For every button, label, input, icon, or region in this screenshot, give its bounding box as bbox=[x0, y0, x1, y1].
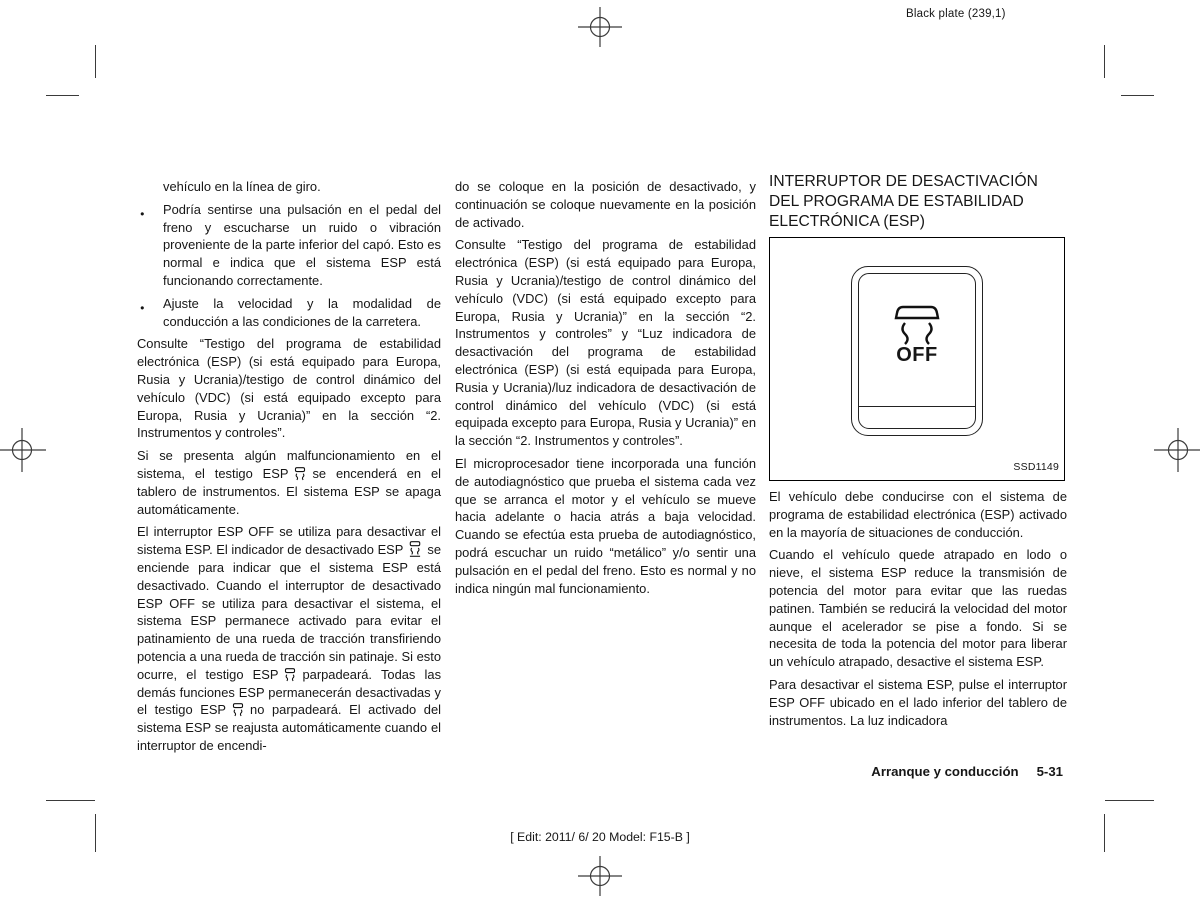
crop-mark-bottom-right-horizontal bbox=[1105, 800, 1154, 801]
paragraph: El vehículo debe conducirse con el sistema de programa de estabilidad electrónica (ESP) activado en la mayoría de situaciones de conducción. bbox=[769, 489, 1067, 540]
paragraph bbox=[137, 447, 441, 518]
bullet-item: ● Podría sentirse una pulsación en el pedal del freno y escucharse un ruido o vibración proveniente de la parte inferior del capó. Esto es normal e indica que el sistema ESP está funcionando correctamente. bbox=[137, 201, 441, 290]
esp-skid-car-icon bbox=[891, 304, 943, 346]
page-number: 5-31 bbox=[1036, 764, 1063, 779]
esp-off-indicator-icon bbox=[407, 541, 423, 557]
paragraph-text: no parpadeará. El activado del sistema ESP se reajusta automáticamente cuando el interruptor de encendi- bbox=[137, 702, 441, 753]
paragraph bbox=[137, 523, 441, 754]
paragraph: do se coloque en la posición de desactivado, y continuación se coloque nuevamente en la posición de activado. bbox=[455, 179, 756, 230]
esp-warning-icon bbox=[282, 668, 298, 682]
crop-mark-top-right-vertical bbox=[1104, 45, 1105, 78]
esp-off-switch-figure bbox=[769, 237, 1065, 481]
section-heading: INTERRUPTOR DE DESACTIVACIÓN DEL PROGRAMA DE ESTABILIDAD ELECTRÓNICA (ESP) bbox=[769, 173, 1038, 230]
registration-mark-right-middle bbox=[1154, 428, 1200, 477]
paragraph-text: El interruptor ESP OFF se utiliza para desactivar el sistema ESP. El indicador de desactivado ESP bbox=[137, 524, 441, 558]
registration-mark-top-center bbox=[578, 7, 622, 52]
plate-note: Black plate (239,1) bbox=[906, 8, 1006, 20]
off-label: OFF bbox=[896, 344, 938, 366]
edit-note: [ Edit: 2011/ 6/ 20 Model: F15-B ] bbox=[510, 830, 690, 844]
section-footer bbox=[871, 764, 1063, 779]
paragraph-text: parpadeará. Todas las demás funciones ESP permanecerán desactivadas y el testigo ESP bbox=[137, 666, 442, 718]
esp-warning-icon bbox=[230, 703, 246, 717]
continuation-line: vehículo en la línea de giro. bbox=[163, 179, 321, 194]
switch-divider-line bbox=[858, 406, 976, 407]
paragraph-text: se enciende para indicar que el sistema ESP está desactivado. Cuando el interruptor de desactivado ESP OFF se utiliza para desactivar el sistema, el sistema ESP permanece activado para evitar el patinamiento de una rueda de tracción transfiriendo potencia a una rueda de tracción sin patinaje. Si esto ocurre, el testigo ESP bbox=[137, 542, 441, 682]
registration-mark-bottom-center bbox=[578, 856, 622, 901]
registration-mark-left-middle bbox=[0, 428, 46, 477]
paragraph-text: se encenderá en el tablero de instrumentos. El sistema ESP se apaga automáticamente. bbox=[137, 465, 442, 517]
crop-mark-top-left-vertical bbox=[95, 45, 96, 78]
paragraph: El microprocesador tiene incorporada una función de autodiagnóstico que prueba el sistema cada vez que se arranca el motor y el vehículo se mueve hacia adelante o hacia atrás a baja velocidad. Cuando se efectúa esta prueba de autodiagnóstico, podrá escuchar un ruido “metálico” y/o sentir una pulsación en el pedal del freno. Esto es normal y no indica ningún mal funcionamiento. bbox=[455, 455, 756, 596]
crop-mark-top-left-horizontal bbox=[46, 95, 79, 96]
crop-mark-bottom-left-horizontal bbox=[46, 800, 95, 801]
paragraph: Cuando el vehículo quede atrapado en lodo o nieve, el sistema ESP reduce la transmisión de potencia del motor para evitar que las ruedas patinen. También se reducirá la velocidad del motor aunque el acelerador se pise a fondo. Si se necesita de toda la potencia del motor para liberar un vehículo atrapado, desactive el sistema ESP. bbox=[769, 547, 1067, 670]
crop-mark-top-right-horizontal bbox=[1121, 95, 1154, 96]
esp-warning-icon bbox=[292, 467, 308, 481]
paragraph: Para desactivar el sistema ESP, pulse el interruptor ESP OFF ubicado en el lado inferior del tablero de instrumentos. La luz indicadora bbox=[769, 676, 1067, 728]
column-right bbox=[769, 172, 1067, 734]
paragraph-text: Si se presenta algún malfuncionamiento en el sistema, el testigo ESP bbox=[137, 448, 441, 481]
column-left bbox=[137, 178, 441, 760]
column-middle bbox=[455, 178, 756, 602]
bullet-item: ● Ajuste la velocidad y la modalidad de conducción a las condiciones de la carretera. bbox=[137, 295, 441, 331]
figure-caption: SSD1149 bbox=[1013, 461, 1059, 474]
paragraph: Consulte “Testigo del programa de estabilidad electrónica (ESP) (si está equipado para Europa, Rusia y Ucrania)/testigo de control dinámico del vehículo (VDC) (si está equipado excepto para Europa, Rusia y Ucrania)” en la sección “2. Instrumentos y controles” y “Luz indicadora de desactivación del programa de estabilidad electrónica (ESP) (si está equipada para Europa, Rusia y Ucrania)/luz indicadora de desactivación de control dinámico del vehículo (VDC) (si está equipada excepto para Europa, Rusia y Ucrania)” en la sección “2. Instrumentos y controles”. bbox=[455, 237, 756, 449]
paragraph: Consulte “Testigo del programa de estabilidad electrónica (ESP) (si está equipado para Europa, Rusia y Ucrania)/testigo de control dinámico del vehículo (VDC) (si está equipado excepto para Europa, Rusia y Ucrania)” en la sección “2. Instrumentos y controles”. bbox=[137, 336, 441, 441]
esp-off-button-face bbox=[858, 273, 976, 429]
section-footer-title: Arranque y conducción bbox=[871, 764, 1019, 779]
esp-off-button bbox=[851, 266, 983, 436]
